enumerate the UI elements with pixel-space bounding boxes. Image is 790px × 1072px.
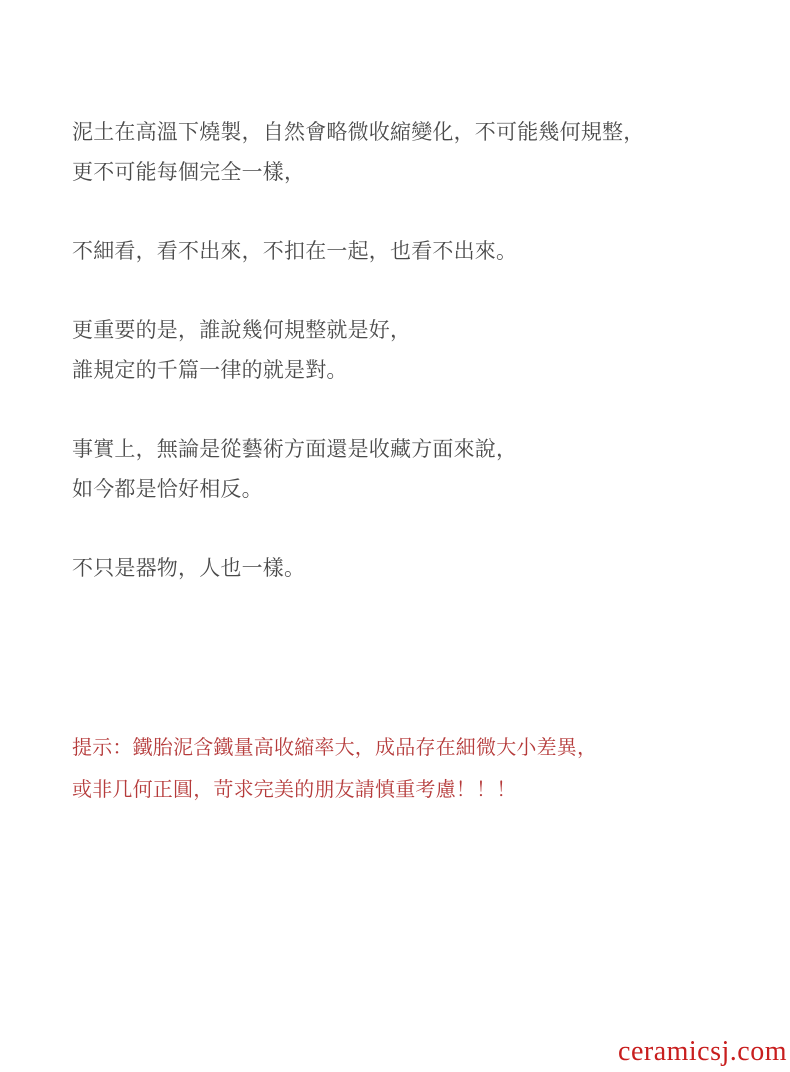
site-watermark: ceramicsj.com <box>618 1036 787 1067</box>
article-body <box>72 112 762 627</box>
paragraph-1 <box>72 112 762 192</box>
paragraph-line: 泥土在高溫下燒製，自然會略微收縮變化，不可能幾何規整， <box>72 120 645 144</box>
paragraph-3 <box>72 310 762 390</box>
paragraph-2 <box>72 231 762 271</box>
notice-line: 或非几何正圓，苛求完美的朋友請慎重考慮！！！ <box>72 777 517 801</box>
notice-line: 提示：鐵胎泥含鐵量高收縮率大，成品存在細微大小差異， <box>72 735 598 759</box>
paragraph-5 <box>72 548 762 588</box>
paragraph-4 <box>72 429 762 509</box>
paragraph-line: 不只是器物，人也一樣。 <box>72 556 306 580</box>
paragraph-line: 誰規定的千篇一律的就是對。 <box>72 358 348 382</box>
paragraph-line: 事實上，無論是從藝術方面還是收藏方面來說， <box>72 437 518 461</box>
paragraph-line: 不細看，看不出來，不扣在一起，也看不出來。 <box>72 239 518 263</box>
paragraph-line: 如今都是恰好相反。 <box>72 477 263 501</box>
shrinkage-notice <box>72 726 762 810</box>
paragraph-line: 更重要的是，誰說幾何規整就是好， <box>72 318 412 342</box>
paragraph-line: 更不可能每個完全一樣， <box>72 160 306 184</box>
